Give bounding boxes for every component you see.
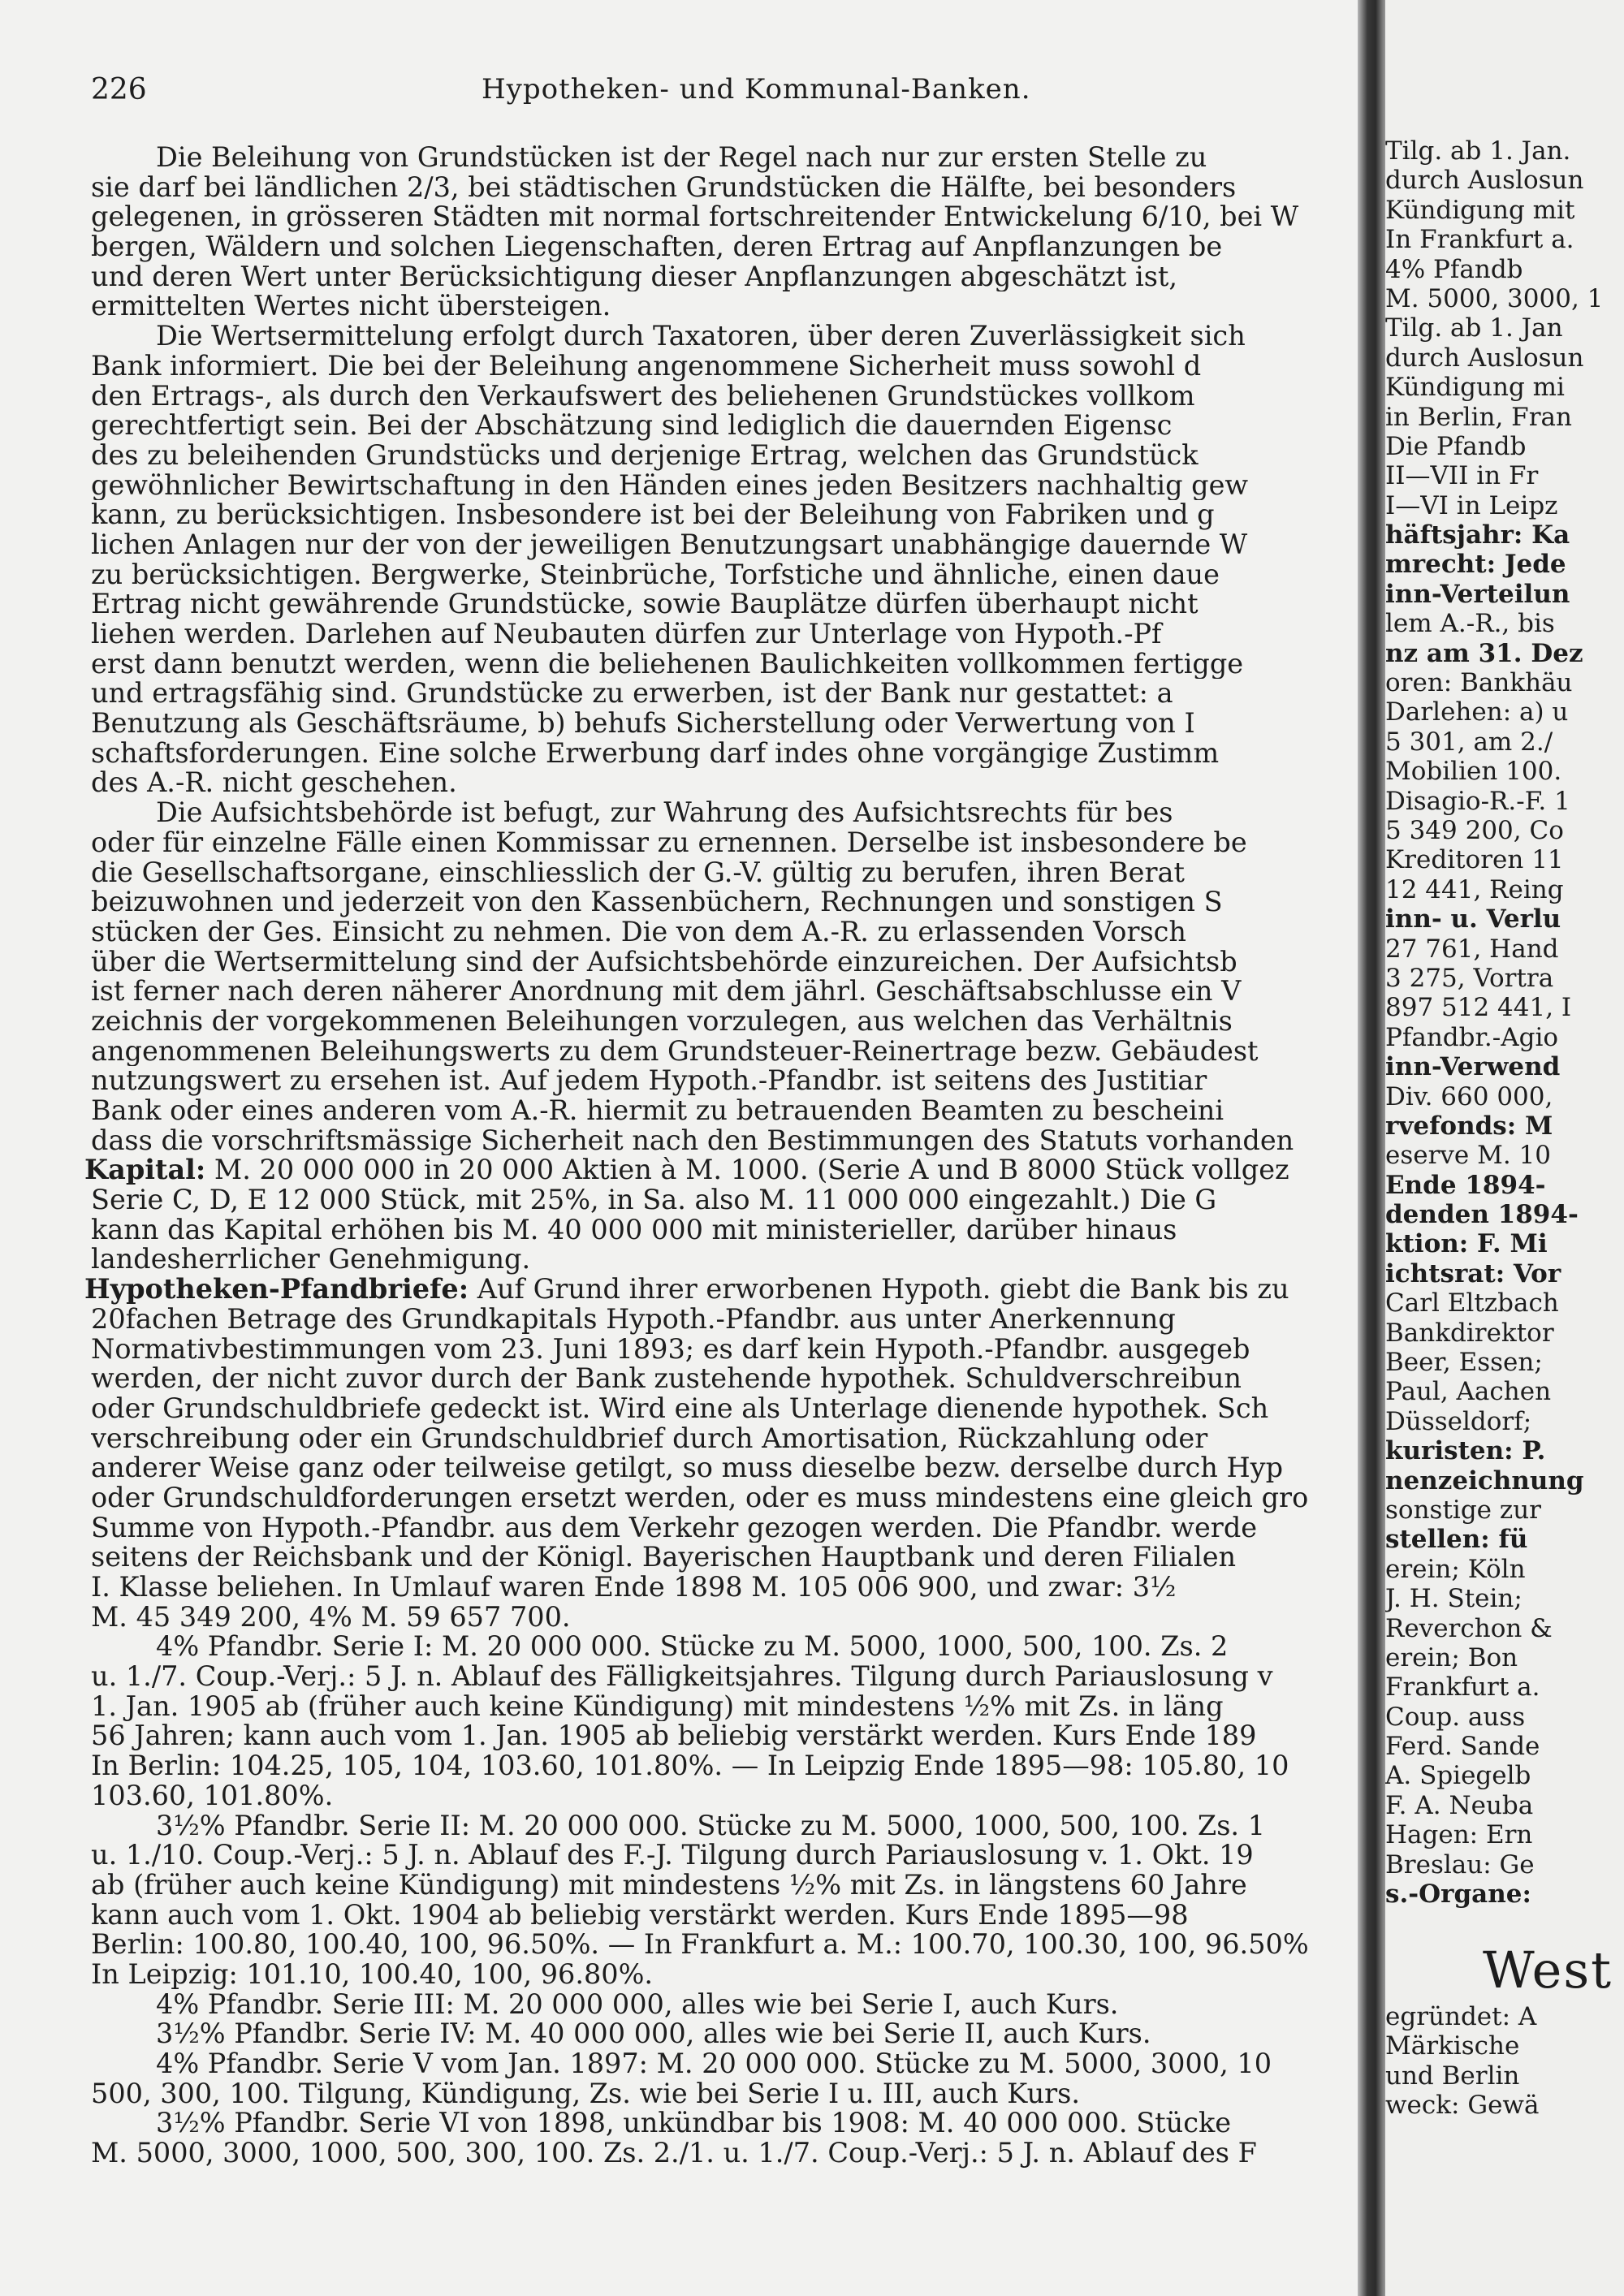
right-text-line: rvefonds: M <box>1385 1111 1553 1141</box>
right-text-line: Bankdirektor <box>1385 1318 1554 1348</box>
right-text-line: In Frankfurt a. <box>1385 225 1574 255</box>
line-text: M. 20 000 000 in 20 000 Aktien à M. 1000. (Serie A und B 8000 Stück vollgez <box>214 1155 1289 1186</box>
right-text-line: Tilg. ab 1. Jan. <box>1385 136 1571 166</box>
line-text: die Gesellschaftsorgane, einschliesslich der G.-V. gültig zu berufen, ihren Berat <box>91 857 1185 888</box>
line-text: und deren Wert unter Berücksichtigung dieser Anpflanzungen abgeschätzt ist, <box>91 261 1178 292</box>
text-line <box>91 1603 1372 1633</box>
right-text-line: kuristen: P. <box>1385 1436 1546 1466</box>
text-line <box>91 589 1372 619</box>
right-text-line: Coup. auss <box>1385 1702 1526 1732</box>
line-text: oder Grundschuldbriefe gedeckt ist. Wird eine als Unterlage dienende hypothek. Sch <box>91 1393 1269 1424</box>
text-line <box>91 1305 1372 1335</box>
line-text: 3½% Pfandbr. Serie IV: M. 40 000 000, alles wie bei Serie II, auch Kurs. <box>156 2019 1151 2049</box>
line-text: 20fachen Betrage des Grundkapitals Hypoth.-Pfandbr. aus unter Anerkennung <box>91 1304 1176 1335</box>
right-text-line: Kündigung mit <box>1385 195 1575 225</box>
line-text: 4% Pfandbr. Serie III: M. 20 000 000, alles wie bei Serie I, auch Kurs. <box>156 1989 1119 2020</box>
right-text-line: und Berlin <box>1385 2061 1520 2091</box>
text-line <box>91 1781 1372 1811</box>
page-number: 226 <box>91 73 147 106</box>
line-text: M. 5000, 3000, 1000, 500, 300, 100. Zs. 2./1. u. 1./7. Coup.-Verj.: 5 J. n. Ablauf des F <box>91 2138 1257 2169</box>
line-text: werden, der nicht zuvor durch der Bank zustehende hypothek. Schuldverschreibun <box>91 1364 1242 1394</box>
right-text-line: in Berlin, Fran <box>1385 402 1572 432</box>
line-text: Bank informiert. Die bei der Beleihung angenommene Sicherheit muss sowohl d <box>91 351 1202 382</box>
text-line <box>91 739 1372 769</box>
line-text: dass die vorschriftsmässige Sicherheit nach den Bestimmungen des Statuts vorhanden <box>91 1125 1294 1156</box>
text-line <box>91 650 1372 680</box>
line-text: M. 45 349 200, 4% M. 59 657 700. <box>91 1602 571 1633</box>
line-text: 3½% Pfandbr. Serie II: M. 20 000 000. Stücke zu M. 5000, 1000, 500, 100. Zs. 1 <box>156 1810 1266 1841</box>
blank-line <box>1385 1909 1624 1938</box>
line-text: liehen werden. Darlehen auf Neubauten dürfen zur Unterlage von Hypoth.-Pf <box>91 619 1162 650</box>
right-text-line: Frankfurt a. <box>1385 1672 1540 1703</box>
line-text: beizuwohnen und jederzeit von den Kassenbüchern, Rechnungen und sonstigen S <box>91 887 1223 917</box>
page-header <box>0 65 1372 114</box>
text-line <box>91 1930 1372 1960</box>
right-text-line: nz am 31. Dez <box>1385 638 1583 668</box>
line-text: gelegenen, in grösseren Städten mit normal fortschreitender Entwickelung 6/10, bei W <box>91 202 1299 233</box>
text-line <box>84 1275 1372 1305</box>
right-text-line: 5 301, am 2./ <box>1385 727 1553 757</box>
line-text: ab (früher auch keine Kündigung) mit mindestens ½% mit Zs. in längstens 60 Jahre <box>91 1870 1247 1901</box>
line-text: u. 1./10. Coup.-Verj.: 5 J. n. Ablauf des F.-J. Tilgung durch Pariauslosung v. 1. Okt. 19 <box>91 1841 1254 1871</box>
section-heading: Kapital: <box>84 1155 206 1186</box>
line-text: den Ertrags-, als durch den Verkaufswert des beliehenen Grundstückes vollkom <box>91 381 1195 412</box>
right-page-fragment <box>1385 0 1624 2296</box>
line-text: Summe von Hypoth.-Pfandbr. aus dem Verkehr gezogen werden. Die Pfandbr. werde <box>91 1513 1258 1543</box>
line-text: Die Wertsermittelung erfolgt durch Taxatoren, über deren Zuverlässigkeit sich <box>156 322 1246 352</box>
right-text-line: Pfandbr.-Agio <box>1385 1022 1559 1052</box>
right-text-line: Kündigung mi <box>1385 373 1565 403</box>
line-text: anderer Weise ganz oder teilweise getilgt, so muss dieselbe bezw. derselbe durch Hyp <box>91 1453 1284 1483</box>
line-text: lichen Anlagen nur der von der jeweiligen Benutzungsart unabhängige dauernde W <box>91 529 1248 560</box>
line-text: sie darf bei ländlichen 2/3, bei städtischen Grundstücken die Hälfte, bei besonders <box>91 172 1237 203</box>
right-text-line: A. Spiegelb <box>1385 1761 1531 1791</box>
right-text-line: 12 441, Reing <box>1385 874 1564 904</box>
right-text-line: Märkische <box>1385 2031 1520 2061</box>
line-text: 103.60, 101.80%. <box>91 1780 334 1811</box>
text-line <box>91 1960 1372 1990</box>
right-text-line: häftsjahr: Ka <box>1385 520 1570 550</box>
line-text: 1. Jan. 1905 ab (früher auch keine Kündigung) mit mindestens ½% mit Zs. in läng <box>91 1691 1224 1722</box>
right-text-line: 27 761, Hand <box>1385 934 1559 964</box>
text-line <box>91 1364 1372 1394</box>
line-text: kann das Kapital erhöhen bis M. 40 000 000 mit ministerieller, darüber hinaus <box>91 1215 1177 1245</box>
text-line <box>91 768 1372 798</box>
text-line <box>91 1871 1372 1901</box>
right-text-line: Beer, Essen; <box>1385 1348 1543 1378</box>
text-line <box>91 1066 1372 1096</box>
right-text-line: durch Auslosun <box>1385 343 1584 373</box>
right-text-line: 3 275, Vortra <box>1385 963 1554 993</box>
right-text-line: denden 1894- <box>1385 1200 1579 1230</box>
text-line <box>91 1811 1372 1841</box>
text-line <box>91 1721 1372 1751</box>
text-line <box>91 500 1372 530</box>
right-text-line: egründet: A <box>1385 2001 1537 2031</box>
line-text: In Berlin: 104.25, 105, 104, 103.60, 101.80%. — In Leipzig Ende 1895—98: 105.80, 10 <box>91 1751 1289 1781</box>
text-line <box>91 173 1372 203</box>
right-text-line: erein; Bon <box>1385 1642 1518 1672</box>
running-title: Hypotheken- und Kommunal-Banken. <box>482 73 1031 106</box>
right-text-line: inn- u. Verlu <box>1385 904 1561 934</box>
right-text-line: nenzeichnung <box>1385 1465 1584 1495</box>
right-text-line: II—VII in Fr <box>1385 461 1539 491</box>
text-line <box>91 441 1372 471</box>
right-text-line: inn-Verwend <box>1385 1052 1561 1082</box>
line-text: Die Beleihung von Grundstücken ist der Regel nach nur zur ersten Stelle zu <box>156 143 1207 173</box>
text-line <box>91 1901 1372 1931</box>
text-line <box>91 1483 1372 1513</box>
line-text: u. 1./7. Coup.-Verj.: 5 J. n. Ablauf des Fälligkeitsjahres. Tilgung durch Pariauslosung v <box>91 1662 1273 1692</box>
line-text: 3½% Pfandbr. Serie VI von 1898, unkündbar bis 1908: M. 40 000 000. Stücke <box>156 2108 1232 2139</box>
right-text-line: eserve M. 10 <box>1385 1141 1552 1171</box>
right-text-line: 897 512 441, I <box>1385 993 1572 1023</box>
text-line <box>91 411 1372 441</box>
line-text: seitens der Reichsbank und der Königl. Bayerischen Hauptbank und deren Filialen <box>91 1543 1237 1573</box>
right-text-line: 4% Pfandb <box>1385 254 1523 284</box>
line-text: verschreibung oder ein Grundschuldbrief durch Amortisation, Rückzahlung oder <box>91 1423 1208 1454</box>
text-line <box>91 798 1372 828</box>
text-line <box>91 1245 1372 1275</box>
text-line <box>91 977 1372 1007</box>
text-line <box>91 143 1372 173</box>
right-text-line: sonstige zur <box>1385 1495 1541 1525</box>
text-line <box>91 1751 1372 1781</box>
text-line <box>91 709 1372 739</box>
line-text: erst dann benutzt werden, wenn die beliehenen Baulichkeiten vollkommen fertigge <box>91 649 1244 680</box>
right-text-line: s.-Organe: <box>1385 1880 1531 1910</box>
text-line <box>91 1394 1372 1424</box>
right-text-line: lem A.-R., bis <box>1385 609 1555 639</box>
right-text-line: Div. 660 000, <box>1385 1081 1553 1111</box>
text-line <box>91 232 1372 262</box>
text-line <box>91 1662 1372 1692</box>
text-line <box>91 2049 1372 2079</box>
right-text-line: Die Pfandb <box>1385 431 1527 461</box>
line-text: über die Wertsermittelung sind der Aufsichtsbehörde einzureichen. Der Aufsichtsb <box>91 947 1237 978</box>
text-line <box>91 202 1372 232</box>
text-line <box>91 352 1372 382</box>
line-text: Bank oder eines anderen vom A.-R. hiermit zu betrauenden Beamten zu bescheini <box>91 1096 1224 1126</box>
text-line <box>91 1007 1372 1037</box>
right-text-line: J. H. Stein; <box>1385 1584 1522 1614</box>
line-text: 500, 300, 100. Tilgung, Kündigung, Zs. wie bei Serie I u. III, auch Kurs. <box>91 2078 1081 2109</box>
text-line <box>91 1841 1372 1871</box>
text-line <box>91 1453 1372 1483</box>
text-line <box>91 1215 1372 1245</box>
text-line <box>91 828 1372 858</box>
right-text-line: erein; Köln <box>1385 1554 1526 1584</box>
line-text: und ertragsfähig sind. Grundstücke zu erwerben, ist der Bank nur gestattet: a <box>91 679 1173 710</box>
text-line <box>91 619 1372 650</box>
line-text: angenommenen Beleihungswerts zu dem Grundsteuer-Reinertrage bezw. Gebäudest <box>91 1036 1259 1067</box>
right-text-line: ichtsrat: Vor <box>1385 1258 1561 1288</box>
text-line <box>91 1335 1372 1365</box>
page-fold-divider <box>1358 0 1385 2296</box>
line-text: gewöhnlicher Bewirtschaftung in den Händen eines jeden Besitzers nachhaltig gew <box>91 470 1249 501</box>
text-line <box>91 471 1372 501</box>
line-text: schaftsforderungen. Eine solche Erwerbung darf indes ohne vorgängige Zustimm <box>91 738 1220 769</box>
line-text: ermittelten Wertes nicht übersteigen. <box>91 291 611 322</box>
right-text-line: inn-Verteilun <box>1385 579 1570 609</box>
right-text-line: Carl Eltzbach <box>1385 1288 1559 1318</box>
right-text-line: Reverchon & <box>1385 1613 1553 1643</box>
line-text: 56 Jahren; kann auch vom 1. Jan. 1905 ab beliebig verstärkt werden. Kurs Ende 189 <box>91 1721 1257 1752</box>
line-text: oder für einzelne Fälle einen Kommissar zu ernennen. Derselbe ist insbesondere be <box>91 827 1247 858</box>
line-text: Normativbestimmungen vom 23. Juni 1893; es darf kein Hypoth.-Pfandbr. ausgegeb <box>91 1334 1250 1365</box>
main-text-column <box>84 143 1372 2169</box>
line-text: zu berücksichtigen. Bergwerke, Steinbrüche, Torfstiche und ähnliche, einen daue <box>91 559 1220 590</box>
text-line <box>91 560 1372 590</box>
text-line <box>91 1424 1372 1454</box>
text-line <box>91 2108 1372 2138</box>
line-text: ist ferner nach deren näherer Anordnung mit dem jährl. Geschäftsabschlusse ein V <box>91 977 1242 1007</box>
line-text: kann, zu berücksichtigen. Insbesondere ist bei der Beleihung von Fabriken und g <box>91 500 1215 530</box>
right-text-line: Paul, Aachen <box>1385 1377 1552 1407</box>
text-line <box>91 858 1372 888</box>
text-line <box>91 2138 1372 2169</box>
text-line <box>91 2019 1372 2049</box>
text-line <box>91 1513 1372 1543</box>
text-line <box>91 947 1372 978</box>
text-line <box>91 679 1372 709</box>
text-line <box>91 1573 1372 1603</box>
line-text: Benutzung als Geschäftsräume, b) behufs Sicherstellung oder Verwertung von I <box>91 709 1195 739</box>
text-line <box>91 1692 1372 1722</box>
right-text-line: M. 5000, 3000, 1 <box>1385 283 1604 313</box>
line-text: Serie C, D, E 12 000 Stück, mit 25%, in Sa. also M. 11 000 000 eingezahlt.) Die G <box>91 1185 1217 1215</box>
line-text: Die Aufsichtsbehörde ist befugt, zur Wahrung des Aufsichtsrechts für bes <box>156 798 1173 828</box>
text-line <box>91 1543 1372 1573</box>
text-line <box>91 262 1372 292</box>
line-text: des zu beleihenden Grundstücks und derjenige Ertrag, welchen das Grundstück <box>91 440 1199 471</box>
right-text-line: weck: Gewä <box>1385 2091 1540 2120</box>
text-line <box>91 1185 1372 1215</box>
line-text: 4% Pfandbr. Serie I: M. 20 000 000. Stücke zu M. 5000, 1000, 500, 100. Zs. 2 <box>156 1632 1229 1663</box>
text-line <box>91 2079 1372 2109</box>
text-line <box>91 382 1372 412</box>
right-text-line: Mobilien 100. <box>1385 757 1562 787</box>
bank-title-fragment: West <box>1483 1940 1613 2000</box>
text-line <box>91 1990 1372 2020</box>
right-text-line: Ferd. Sande <box>1385 1732 1540 1762</box>
right-text-line: Tilg. ab 1. Jan <box>1385 313 1563 343</box>
right-text-line: durch Auslosun <box>1385 166 1584 196</box>
line-text: Auf Grund ihrer erworbenen Hypoth. giebt die Bank bis zu <box>477 1275 1289 1305</box>
line-text: Ertrag nicht gewährende Grundstücke, sowie Bauplätze dürfen überhaupt nicht <box>91 589 1199 619</box>
right-text-line: ktion: F. Mi <box>1385 1229 1548 1259</box>
text-line <box>91 887 1372 917</box>
line-text: kann auch vom 1. Okt. 1904 ab beliebig verstärkt werden. Kurs Ende 1895—98 <box>91 1900 1189 1931</box>
right-text-line: stellen: fü <box>1385 1525 1528 1555</box>
right-text-line: Breslau: Ge <box>1385 1849 1535 1880</box>
text-line <box>91 1096 1372 1126</box>
line-text: gerechtfertigt sein. Bei der Abschätzung sind lediglich die dauernden Eigensc <box>91 411 1173 441</box>
right-text-line: Kreditoren 11 <box>1385 845 1564 875</box>
line-text: 4% Pfandbr. Serie V vom Jan. 1897: M. 20 000 000. Stücke zu M. 5000, 3000, 10 <box>156 2049 1272 2079</box>
section-heading: Hypotheken-Pfandbriefe: <box>84 1275 469 1305</box>
line-text: I. Klasse beliehen. In Umlauf waren Ende 1898 M. 105 006 900, und zwar: 3½ <box>91 1573 1177 1603</box>
line-text: des A.-R. nicht geschehen. <box>91 768 457 799</box>
right-text-column <box>1385 136 1624 2120</box>
text-line <box>91 917 1372 947</box>
line-text: landesherrlicher Genehmigung. <box>91 1245 531 1275</box>
line-text: Berlin: 100.80, 100.40, 100, 96.50%. — In Frankfurt a. M.: 100.70, 100.30, 100, 96.50% <box>91 1930 1309 1960</box>
line-text: oder Grundschuldforderungen ersetzt werden, oder es muss mindestens eine gleich gro <box>91 1482 1309 1513</box>
text-line <box>91 1632 1372 1662</box>
right-text-line: Disagio-R.-F. 1 <box>1385 786 1570 816</box>
right-text-line: Darlehen: a) u <box>1385 697 1569 727</box>
line-text: stücken der Ges. Einsicht zu nehmen. Die von dem A.-R. zu erlassenden Vorsch <box>91 917 1186 947</box>
line-text: bergen, Wäldern und solchen Liegenschaften, deren Ertrag auf Anpflanzungen be <box>91 232 1223 262</box>
right-text-line: Ende 1894- <box>1385 1170 1546 1200</box>
right-text-line: oren: Bankhäu <box>1385 668 1573 698</box>
right-text-line: 5 349 200, Co <box>1385 815 1564 845</box>
right-text-line: F. A. Neuba <box>1385 1790 1534 1820</box>
text-line <box>91 530 1372 560</box>
text-line <box>91 291 1372 322</box>
right-text-line: mrecht: Jede <box>1385 550 1566 580</box>
line-text: In Leipzig: 101.10, 100.40, 100, 96.80%. <box>91 1959 654 1990</box>
text-line <box>91 1037 1372 1067</box>
right-text-line: Hagen: Ern <box>1385 1820 1533 1850</box>
line-text: nutzungswert zu ersehen ist. Auf jedem Hypoth.-Pfandbr. ist seitens des Justitiar <box>91 1066 1207 1096</box>
text-line <box>84 1155 1372 1185</box>
right-text-line: Düsseldorf; <box>1385 1406 1532 1436</box>
text-line <box>91 1126 1372 1156</box>
right-text-line: I—VI in Leipz <box>1385 490 1558 520</box>
text-line <box>91 322 1372 352</box>
line-text: zeichnis der vorgekommenen Beleihungen vorzulegen, aus welchen das Verhältnis <box>91 1006 1233 1037</box>
